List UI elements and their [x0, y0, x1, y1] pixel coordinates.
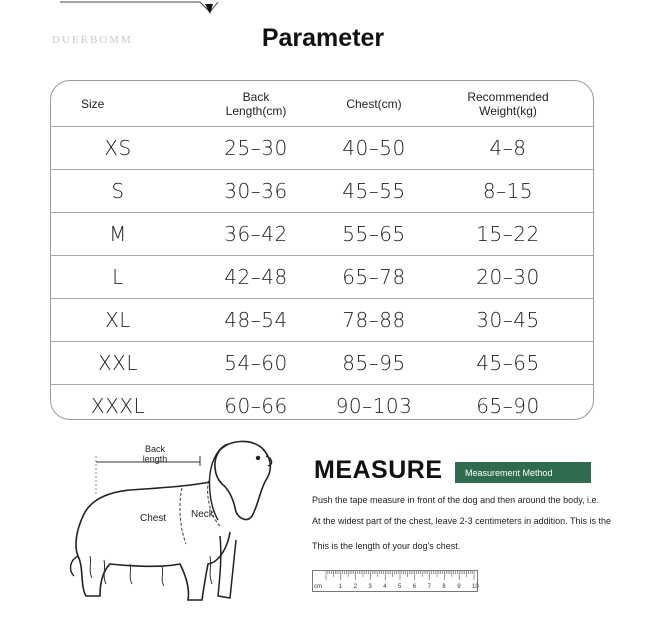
cell-chest: 78–88	[342, 308, 406, 332]
cell-chest: 65–78	[342, 265, 406, 289]
decorative-lines	[60, 0, 220, 22]
cell-weight: 20–30	[476, 265, 540, 289]
cell-size: S	[111, 179, 125, 203]
brand-watermark: DUERBOMM	[52, 34, 133, 46]
table-body	[51, 127, 593, 427]
cell-size: L	[112, 265, 124, 289]
ruler-number: 9	[457, 584, 461, 590]
ruler-number: 5	[398, 584, 402, 590]
cell-back-length: 54–60	[224, 351, 288, 375]
cell-size: XL	[105, 308, 131, 332]
cell-chest: 85–95	[342, 351, 406, 375]
cell-weight: 30–45	[476, 308, 540, 332]
table-header	[51, 81, 593, 127]
chest-label: Chest	[140, 513, 167, 524]
cell-back-length: 60–66	[224, 394, 288, 418]
ruler-number: 6	[412, 584, 417, 590]
cell-weight: 15–22	[476, 222, 540, 246]
table-row	[51, 127, 593, 170]
table-row	[51, 256, 593, 299]
size-table	[50, 80, 594, 420]
cell-back-length: 48–54	[224, 308, 288, 332]
tape-measure	[312, 570, 478, 592]
ruler-number: 4	[383, 584, 387, 590]
cell-back-length: 42–48	[224, 265, 288, 289]
ruler-number: 7	[427, 584, 431, 590]
header-weight: Recommended Weight(kg)	[467, 89, 549, 118]
ruler-number: 10	[472, 584, 479, 590]
back-length-label: Back length	[142, 444, 168, 464]
cell-weight: 65–90	[476, 394, 540, 418]
cell-back-length: 36–42	[224, 222, 288, 246]
ruler-number: 8	[442, 584, 446, 590]
cell-size: XXL	[97, 351, 139, 375]
measure-method-badge: Measurement Method	[455, 462, 591, 483]
cell-weight: 4–8	[489, 136, 527, 160]
cell-size: XS	[104, 136, 132, 160]
instruction-line-1: Push the tape measure in front of the dog and then around the body, i.e.	[312, 495, 600, 505]
neck-label: Neck	[191, 509, 214, 520]
table-row	[51, 170, 593, 213]
cell-weight: 8–15	[482, 179, 534, 203]
cell-chest: 90–103	[335, 394, 413, 418]
cell-chest: 40–50	[342, 136, 406, 160]
table-row	[51, 213, 593, 256]
table-row	[51, 299, 593, 342]
cell-size: XXXL	[90, 394, 146, 418]
instruction-line-3: This is the length of your dog's chest.	[312, 541, 461, 551]
page-title: Parameter	[261, 24, 385, 52]
table-row	[51, 385, 593, 427]
cell-back-length: 30–36	[224, 179, 288, 203]
header-back-length: Back Length(cm)	[225, 89, 287, 118]
cell-size: M	[109, 222, 127, 246]
instruction-line-2: At the widest part of the chest, leave 2-3 centimeters in addition. This is the	[312, 516, 611, 526]
ruler-number: 2	[353, 584, 357, 590]
dog-illustration	[70, 436, 300, 611]
cell-weight: 45–65	[476, 351, 540, 375]
ruler-number: 3	[368, 584, 372, 590]
table-row	[51, 342, 593, 385]
header-chest: Chest(cm)	[346, 96, 402, 111]
measure-title: MEASURE	[314, 456, 443, 484]
ruler-unit: cm	[314, 584, 322, 590]
cell-back-length: 25–30	[224, 136, 288, 160]
header-size: Size	[81, 96, 105, 111]
cell-chest: 45–55	[342, 179, 406, 203]
cell-chest: 55–65	[342, 222, 406, 246]
ruler-number: 1	[338, 584, 343, 590]
